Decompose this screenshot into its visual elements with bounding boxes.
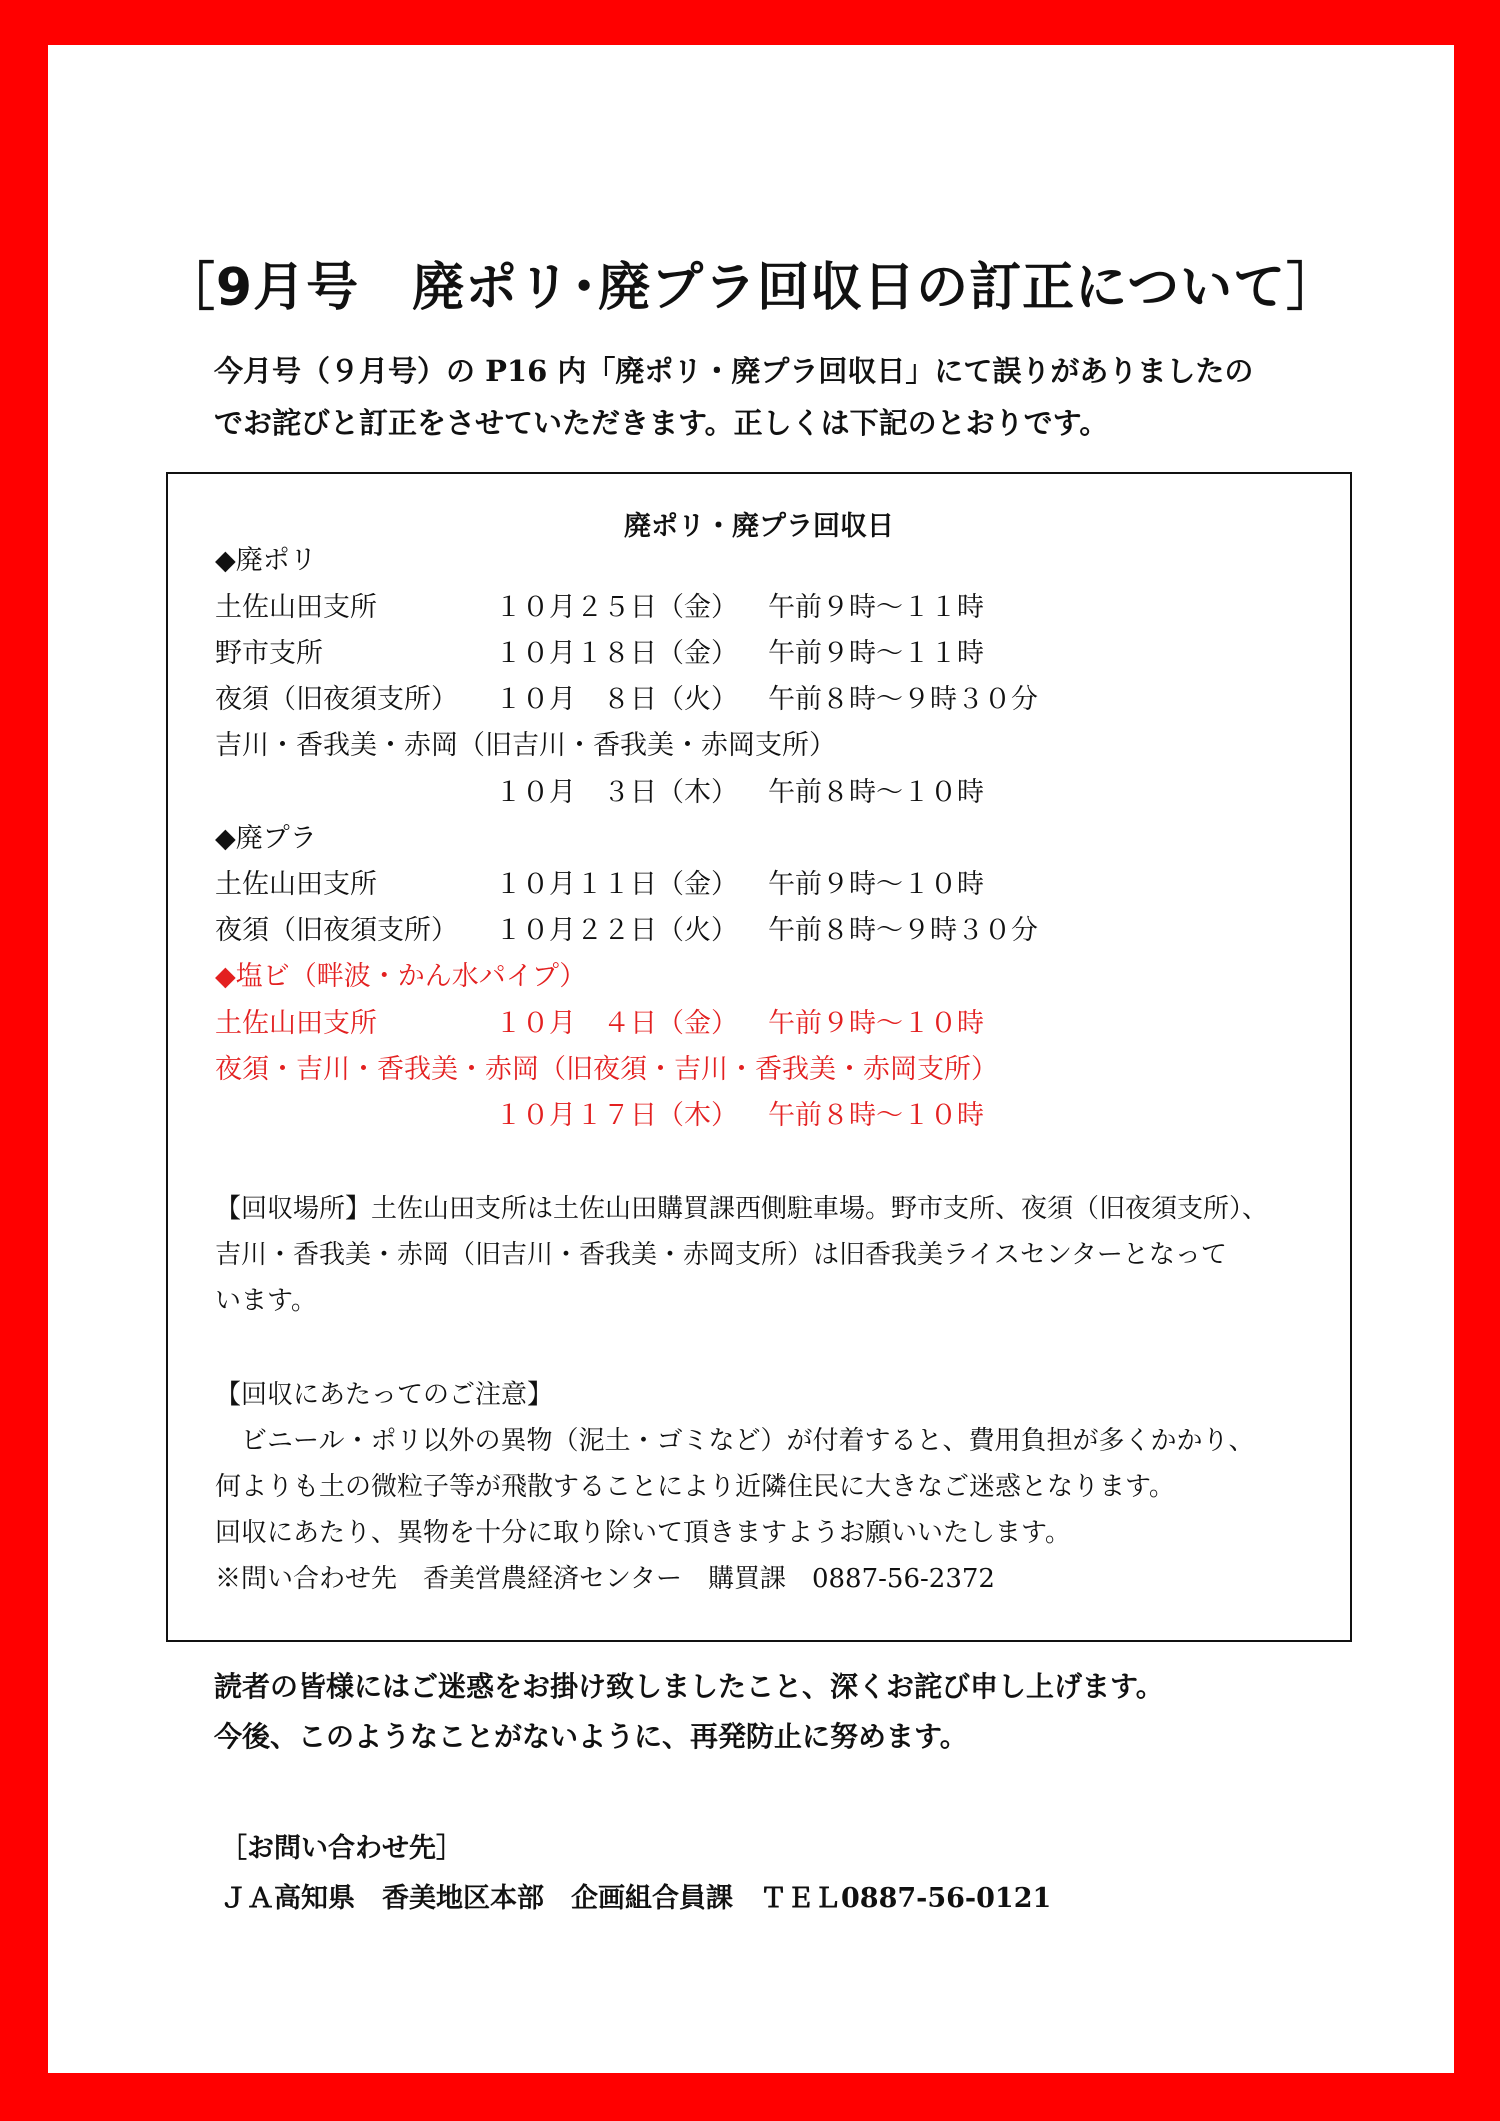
schedule-group-place-corrected: 夜須・吉川・香我美・赤岡（旧夜須・吉川・香我美・赤岡支所） <box>215 1054 998 1085</box>
schedule-row <box>215 914 1038 948</box>
location-line: 【回収場所】土佐山田支所は土佐山田購買課西側駐車場。野市支所、夜須（旧夜須支所）、 <box>215 1194 1269 1224</box>
row-date: １０月２５日（金） <box>495 592 738 623</box>
row-date: １０月２２日（火） <box>495 915 738 946</box>
row-place: 土佐山田支所 <box>215 592 377 623</box>
location-line: います。 <box>215 1286 317 1316</box>
notes-line: ビニール・ポリ以外の異物（泥土・ゴミなど）が付着すると、費用負担が多くかかり、 <box>215 1426 1255 1456</box>
row-place: 野市支所 <box>215 638 323 669</box>
schedule-row-corrected <box>215 1099 984 1133</box>
row-time: 午前８時～９時３０分 <box>768 915 1038 946</box>
row-time: 午前８時～１０時 <box>768 1100 984 1131</box>
row-place: 夜須（旧夜須支所） <box>215 915 458 946</box>
notes-line: 何よりも土の微粒子等が飛散することにより近隣住民に大きなご迷惑となります。 <box>215 1472 1175 1502</box>
row-place: 土佐山田支所 <box>215 1008 377 1039</box>
location-line: 吉川・香我美・赤岡（旧吉川・香我美・赤岡支所）は旧香我美ライスセンターとなって <box>215 1240 1227 1270</box>
row-time: 午前９時～１１時 <box>768 638 984 669</box>
schedule-group-place: 吉川・香我美・赤岡（旧吉川・香我美・赤岡支所） <box>215 730 836 761</box>
row-date: １０月１１日（金） <box>495 869 738 900</box>
intro-text <box>214 345 1364 449</box>
schedule-title: 廃ポリ・廃プラ回収日 <box>624 511 894 542</box>
apology-line: 読者の皆様にはご迷惑をお掛け致しましたこと、深くお詫び申し上げます。 <box>214 1670 1164 1703</box>
intro-line: でお詫びと訂正をさせていただきます。正しくは下記のとおりです。 <box>214 406 1109 440</box>
row-place: 土佐山田支所 <box>215 869 377 900</box>
schedule-row <box>215 591 984 625</box>
contact-line: ＪＡ高知県 香美地区本部 企画組合員課 ＴＥＬ0887-56-0121 <box>220 1883 1052 1914</box>
notes-heading: 【回収にあたってのご注意】 <box>215 1380 554 1410</box>
contact-heading: ［お問い合わせ先］ <box>220 1833 463 1864</box>
apology-line: 今後、このようなことがないように、再発防止に努めます。 <box>214 1720 968 1753</box>
row-time: 午前９時～１０時 <box>768 1008 984 1039</box>
row-time: 午前９時～１０時 <box>768 869 984 900</box>
row-date: １０月１７日（木） <box>495 1100 738 1131</box>
collection-notes <box>215 1372 1315 1602</box>
page-title: ［9月号 廃ポリ･廃プラ回収日の訂正について］ <box>162 258 1340 318</box>
enbi-heading: ◆塩ビ（畔波・かん水パイプ） <box>215 961 587 992</box>
notes-contact-line: ※問い合わせ先 香美営農経済センター 購買課 0887-56-2372 <box>215 1564 995 1594</box>
schedule-box <box>166 472 1352 1642</box>
row-date: １０月 ３日（木） <box>495 777 738 808</box>
intro-line: 今月号（９月号）の P16 内「廃ポリ・廃プラ回収日」にて誤りがありましたの <box>214 354 1254 388</box>
row-date: １０月１８日（金） <box>495 638 738 669</box>
schedule-row <box>215 776 984 810</box>
row-place: 夜須（旧夜須支所） <box>215 684 458 715</box>
row-time: 午前８時～１０時 <box>768 777 984 808</box>
schedule-row-corrected <box>215 1007 984 1041</box>
schedule-row <box>215 637 984 671</box>
haipori-heading: ◆廃ポリ <box>215 545 317 576</box>
schedule-row <box>215 683 1038 717</box>
notice-page <box>48 45 1454 2073</box>
haipura-heading: ◆廃プラ <box>215 823 317 854</box>
row-date: １０月 ８日（火） <box>495 684 738 715</box>
contact-info <box>220 1824 1370 1924</box>
collection-location <box>215 1186 1315 1324</box>
schedule-row <box>215 868 984 902</box>
notes-line: 回収にあたり、異物を十分に取り除いて頂きますようお願いいたします。 <box>215 1518 1071 1548</box>
apology-text <box>214 1662 1364 1762</box>
row-time: 午前８時～９時３０分 <box>768 684 1038 715</box>
row-date: １０月 ４日（金） <box>495 1008 738 1039</box>
row-time: 午前９時～１１時 <box>768 592 984 623</box>
